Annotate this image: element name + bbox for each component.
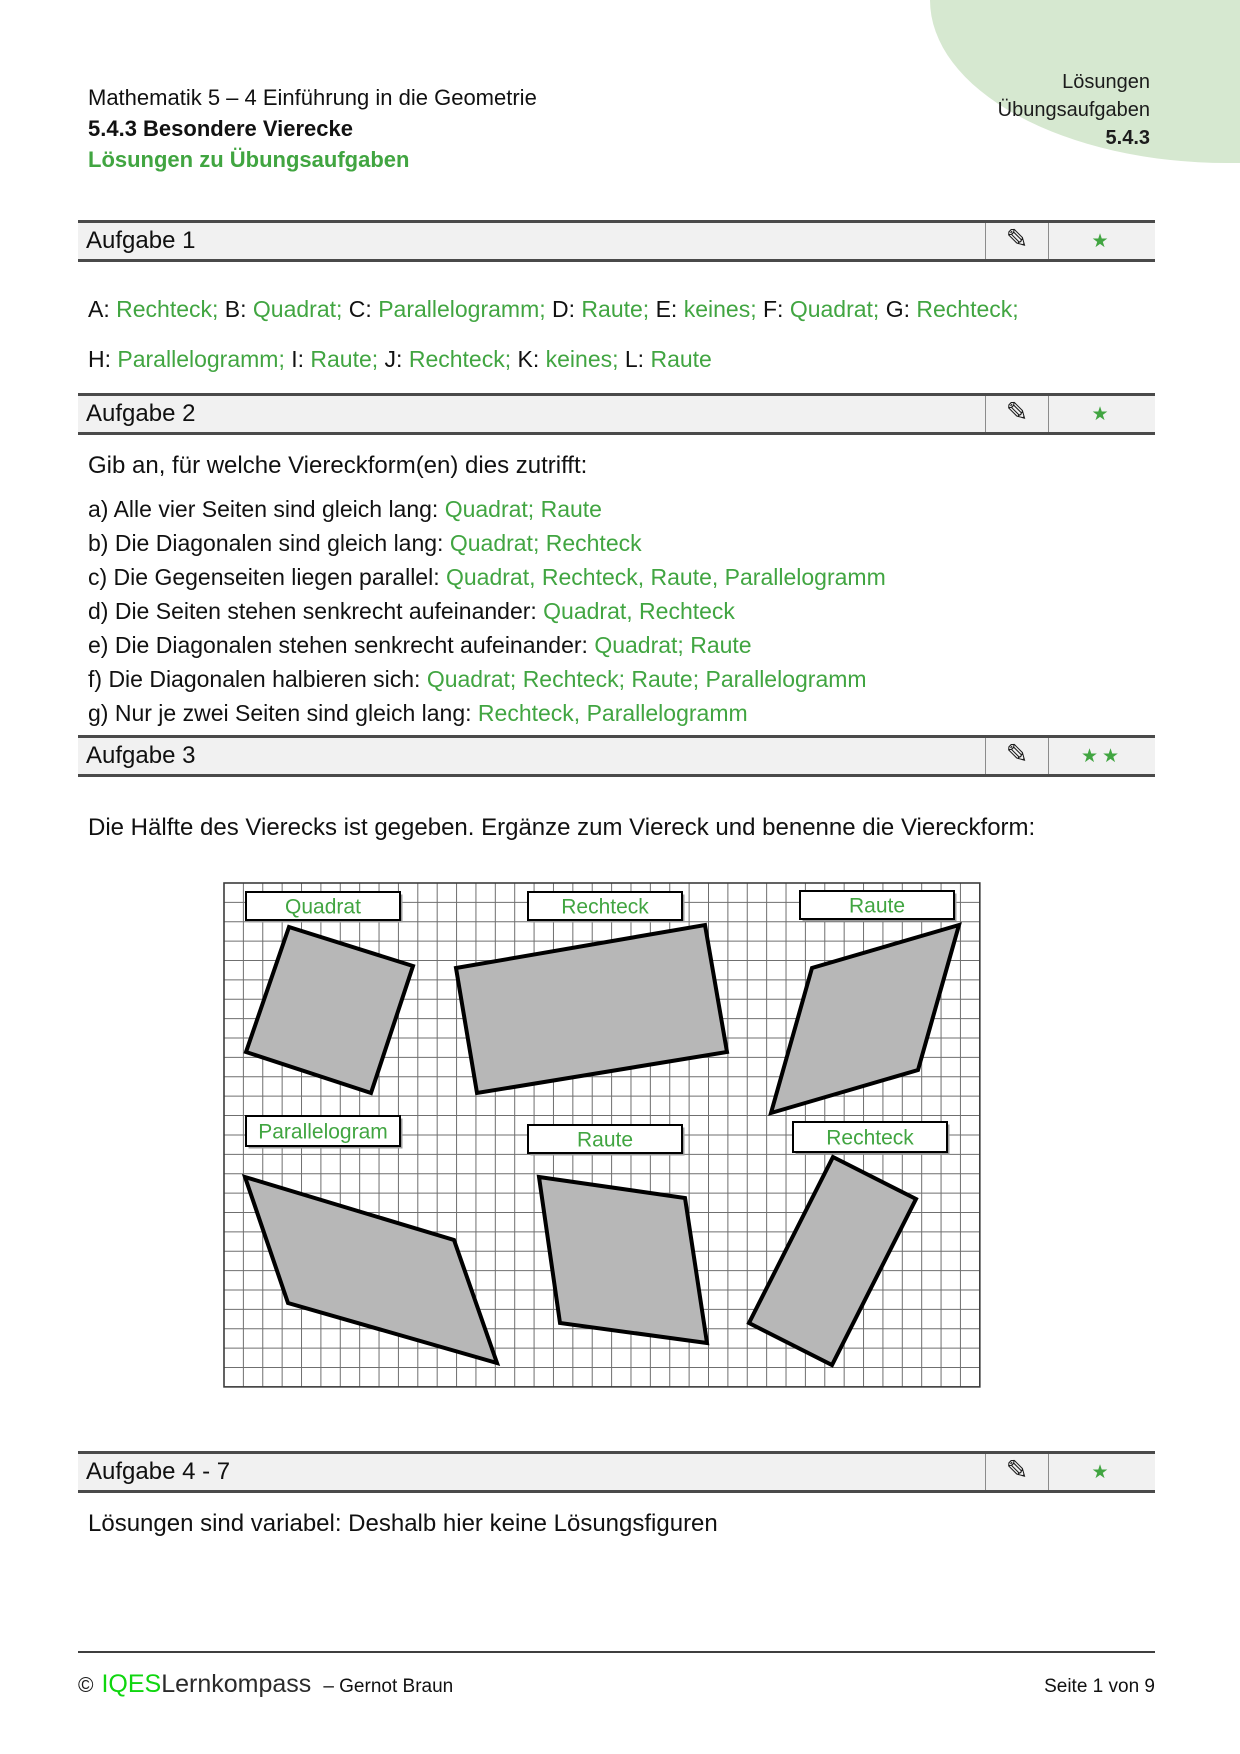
footer-author: – Gernot Braun [323,1676,454,1697]
corner-badge [930,0,1240,163]
shape-parallelogram [245,1177,497,1363]
aufgabe1-answers-line2: H: Parallelogramm; I: Raute; J: Rechteck; K: keines; L: Raute [88,346,712,372]
header-block [88,82,537,175]
shape-rechteck-top [456,925,727,1093]
item-question: f) Die Diagonalen halbieren sich: [88,666,427,692]
shape-quadrat [246,927,413,1093]
aufgabe2-item [88,492,886,526]
item-answer: Quadrat; Rechteck [449,530,642,556]
task-bar-aufgabe-2 [78,393,1155,435]
shape-raute-top [771,925,959,1113]
difficulty-star-icon: ★ [1091,230,1113,252]
item-question: c) Die Gegenseiten liegen parallel: [88,564,446,590]
pencil-icon: ✎ [1005,1454,1029,1485]
shape-rechteck-bottom [749,1157,916,1365]
aufgabe2-item [88,696,886,730]
badge-line-loesungen: Lösungen [1062,71,1150,93]
item-question: g) Nur je zwei Seiten sind gleich lang: [88,700,478,726]
aufgabe2-intro: Gib an, für welche Viereckform(en) dies zutrifft: [88,452,588,479]
page-indicator: Seite 1 von 9 [1044,1676,1155,1697]
figure-label: Quadrat [285,895,361,919]
aufgabe2-item [88,526,886,560]
header-chapter-line: 5.4.3 Besondere Vierecke [88,116,353,141]
task-title: Aufgabe 4 - 7 [86,1458,231,1485]
difficulty-star-icon: ★ [1091,1461,1113,1483]
item-answer: Quadrat; Rechteck; Raute; Parallelogramm [426,666,867,692]
item-question: d) Die Seiten stehen senkrecht aufeinander: [88,598,544,624]
pencil-icon: ✎ [1005,223,1029,254]
iqes-logo: IQES [101,1670,162,1698]
badge-line-number: 5.4.3 [1105,127,1150,149]
item-question: b) Die Diagonalen sind gleich lang: [88,530,450,556]
pencil-icon: ✎ [1005,396,1029,427]
aufgabe1-answers-line1: A: Rechteck; B: Quadrat; C: Parallelogramm; D: Raute; E: keines; F: Quadrat; G: Rechteck; [88,296,1019,322]
aufgabe3-instruction: Die Hälfte des Vierecks ist gegeben. Ergänze zum Viereck und benenne die Viereckform: [88,814,1036,841]
item-question: a) Alle vier Seiten sind gleich lang: [88,496,445,522]
lernkompass-logo: Lernkompass [161,1670,312,1698]
task-title: Aufgabe 3 [86,742,196,769]
difficulty-star-icon: ★★ [1080,745,1124,767]
shape-raute-bottom [539,1177,707,1343]
aufgabe2-item-list [88,492,886,730]
task-bar-aufgabe-3 [78,735,1155,777]
figure-label: Parallelogram [258,1120,388,1144]
badge-line-uebungsaufgaben: Übungsaufgaben [997,99,1150,121]
header-subtitle-line: Lösungen zu Übungsaufgaben [88,147,410,172]
task-title: Aufgabe 1 [86,227,196,254]
quadrilateral-grid-figure [222,881,982,1394]
difficulty-star-icon: ★ [1091,403,1113,425]
item-answer: Rechteck, Parallelogramm [477,700,748,726]
task-bar-aufgabe-1 [78,220,1155,262]
item-question: e) Die Diagonalen stehen senkrecht aufeinander: [88,632,595,658]
task-bar-aufgabe-4-7 [78,1451,1155,1493]
aufgabe2-item [88,560,886,594]
item-answer: Quadrat, Rechteck [543,598,735,624]
copyright-icon: © [78,1674,94,1697]
aufgabe47-note: Lösungen sind variabel: Deshalb hier keine Lösungsfiguren [88,1510,718,1537]
pencil-icon: ✎ [1005,738,1029,769]
aufgabe2-item [88,628,886,662]
footer [78,1670,1155,1699]
item-answer: Quadrat; Raute [444,496,602,522]
aufgabe2-item [88,594,886,628]
header-course-line: Mathematik 5 – 4 Einführung in die Geometrie [88,85,537,110]
figure-label: Raute [848,894,906,918]
item-answer: Quadrat, Rechteck, Raute, Parallelogramm [445,564,886,590]
aufgabe2-item [88,662,886,696]
task-title: Aufgabe 2 [86,400,196,427]
footer-divider [78,1651,1155,1653]
figure-label: Rechteck [561,895,649,919]
grid-figure-svg [222,881,982,1389]
figure-label: Raute [576,1128,634,1152]
item-answer: Quadrat; Raute [594,632,752,658]
figure-label: Rechteck [826,1126,914,1150]
